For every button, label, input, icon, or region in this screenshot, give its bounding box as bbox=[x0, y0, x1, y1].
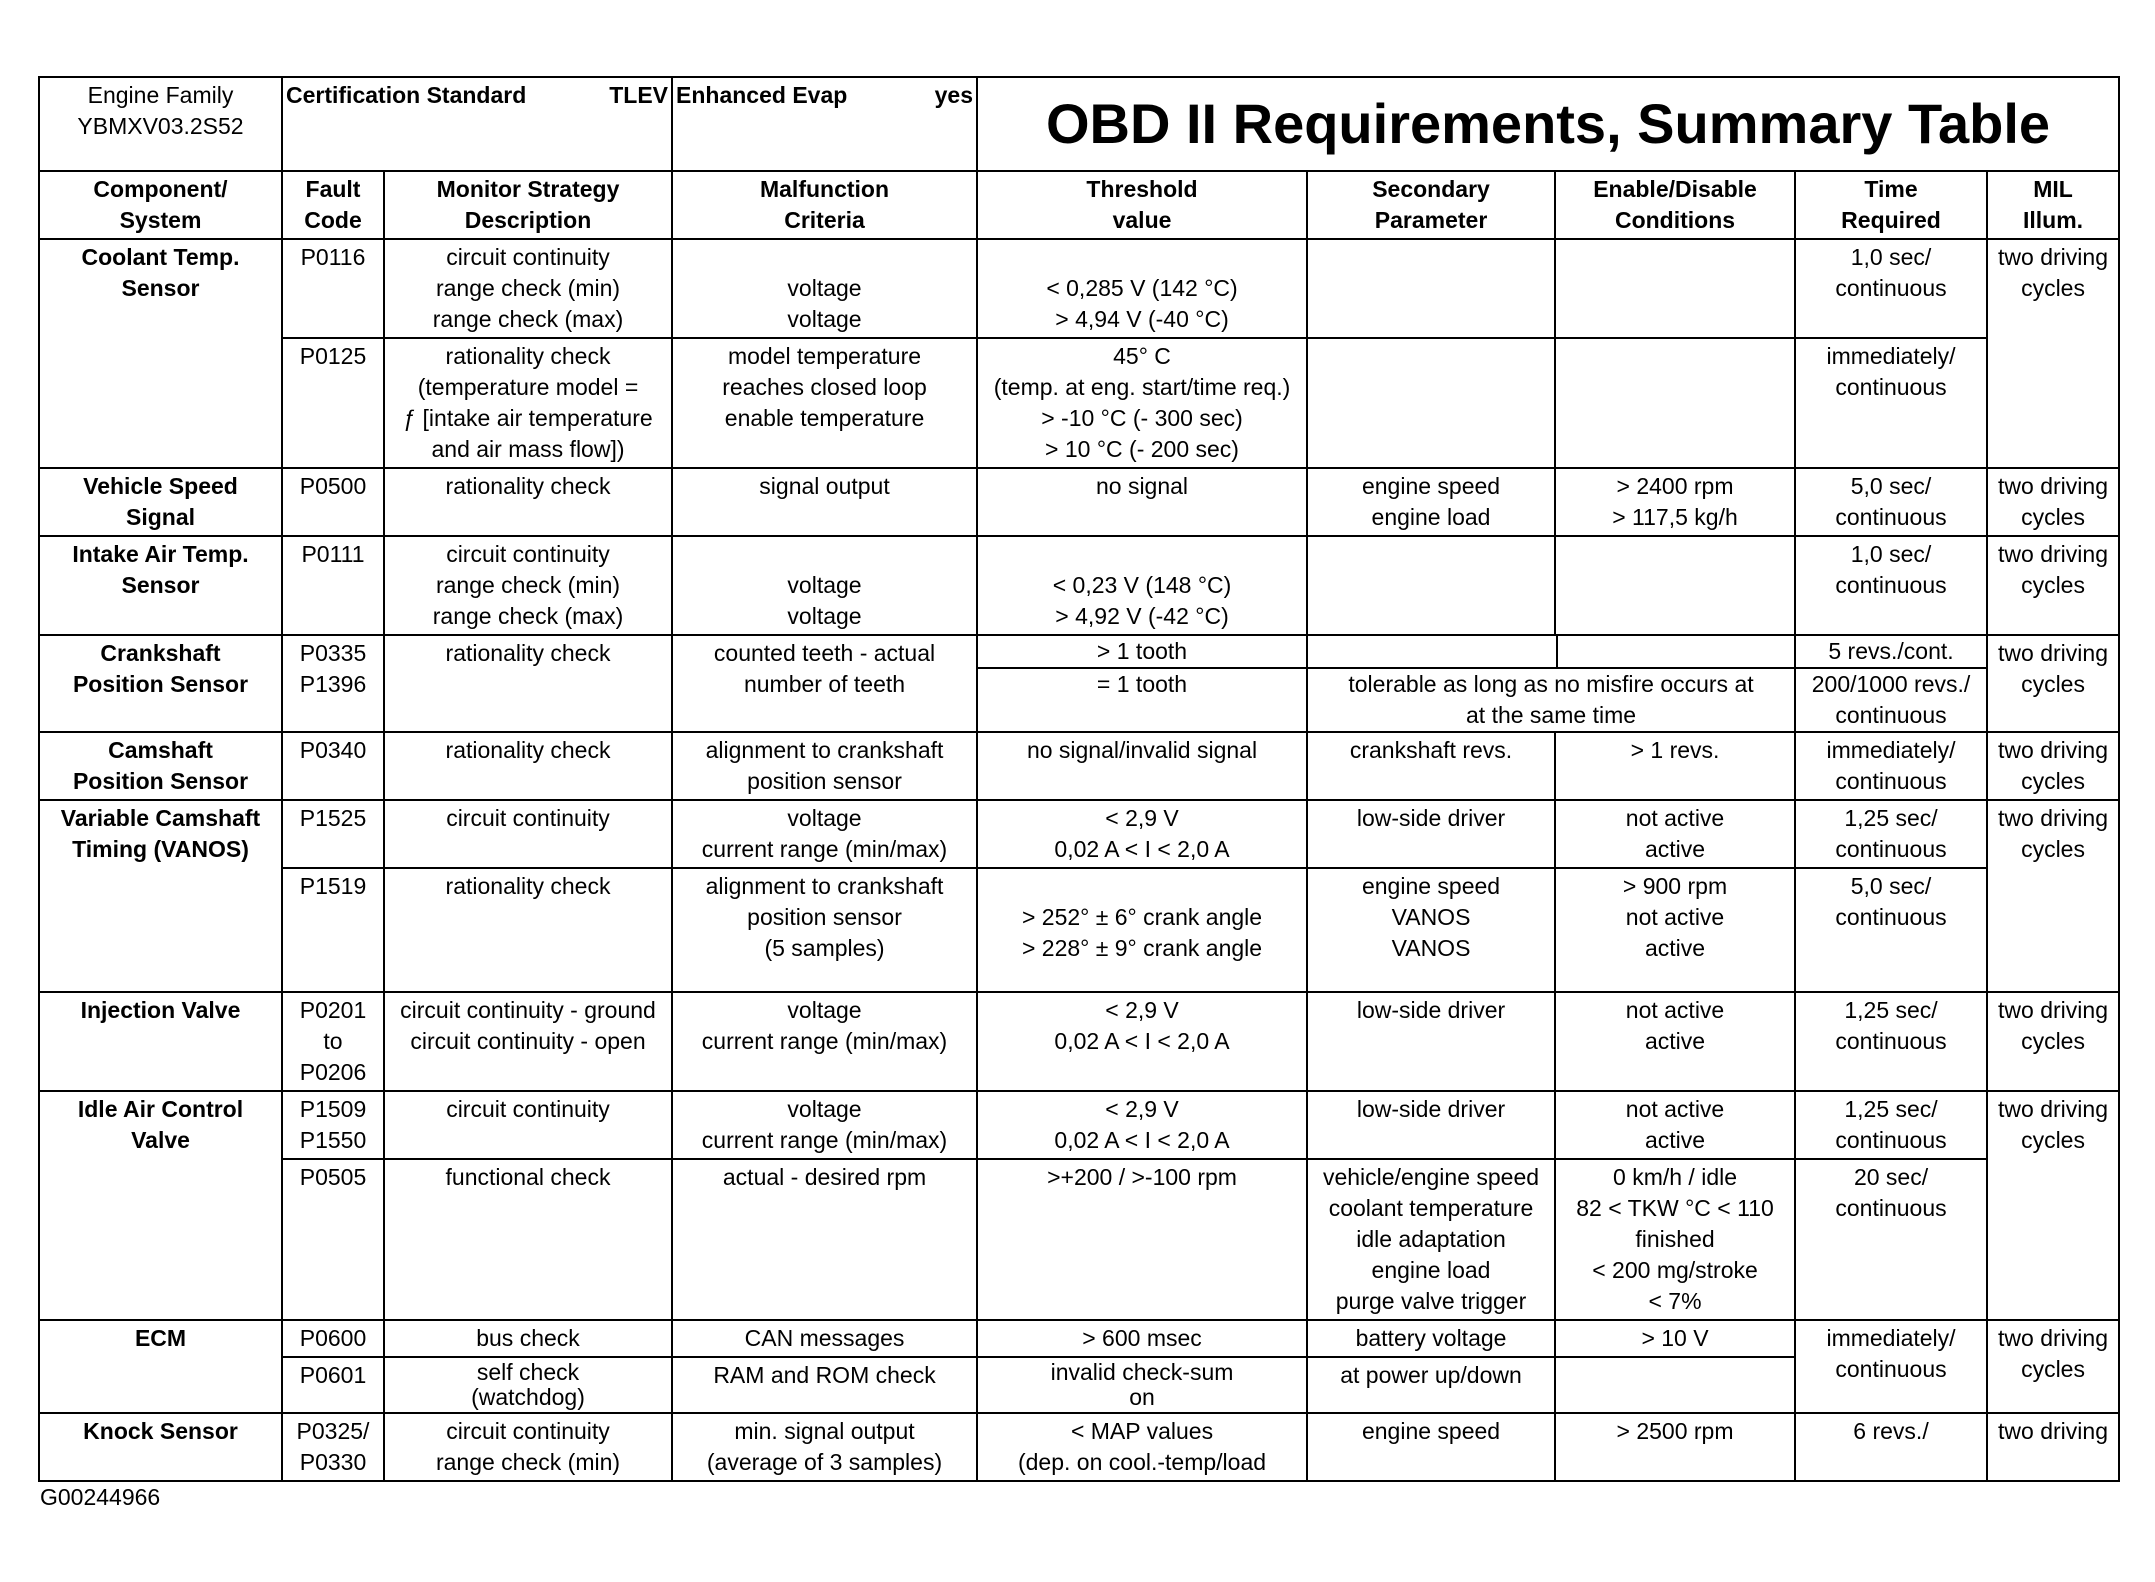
time-cell: 5 revs./cont. 200/1000 revs./ continuous bbox=[1795, 635, 1987, 732]
secondary-cell: crankshaft revs. bbox=[1307, 732, 1555, 800]
fault-code-cell: P0125 bbox=[282, 338, 384, 468]
col-header-mil: MIL Illum. bbox=[1987, 171, 2119, 239]
certification-value: TLEV bbox=[609, 82, 669, 108]
secondary-cell: engine speed VANOS VANOS bbox=[1307, 868, 1555, 992]
col-header-enable: Enable/Disable Conditions bbox=[1555, 171, 1795, 239]
mil-cell: two driving cycles bbox=[1987, 1091, 2119, 1320]
fault-code-cell: P0505 bbox=[282, 1159, 384, 1320]
table-row bbox=[39, 635, 2119, 732]
fault-code-cell: P0111 bbox=[282, 536, 384, 635]
enable-cell bbox=[1555, 536, 1795, 635]
mil-cell: two driving cycles bbox=[1987, 239, 2119, 468]
fault-code-cell: P0116 bbox=[282, 239, 384, 338]
mil-cell: two driving cycles bbox=[1987, 1320, 2119, 1413]
criteria-cell: CAN messages bbox=[672, 1320, 977, 1357]
table-row bbox=[39, 992, 2119, 1091]
evap-cell bbox=[672, 77, 977, 171]
strategy-cell: circuit continuity range check (min) range check (max) bbox=[384, 239, 672, 338]
enable-cell: 0 km/h / idle 82 < TKW °C < 110 finished < 200 mg/stroke < 7% bbox=[1555, 1159, 1795, 1320]
strategy-cell: circuit continuity bbox=[384, 1091, 672, 1159]
criteria-cell: voltage current range (min/max) bbox=[672, 1091, 977, 1159]
mil-cell: two driving cycles bbox=[1987, 468, 2119, 536]
time-cell: 1,25 sec/ continuous bbox=[1795, 1091, 1987, 1159]
fault-code-cell: P1525 bbox=[282, 800, 384, 868]
mil-cell: two driving cycles bbox=[1987, 635, 2119, 732]
enable-cell: > 900 rpm not active active bbox=[1555, 868, 1795, 992]
criteria-cell: min. signal output (average of 3 samples) bbox=[672, 1413, 977, 1481]
component-cell: Crankshaft Position Sensor bbox=[39, 635, 282, 732]
table-row bbox=[39, 1159, 2119, 1320]
obd-summary-sheet bbox=[38, 76, 2118, 1482]
time-cell: 1,0 sec/ continuous bbox=[1795, 536, 1987, 635]
time-cell: 1,25 sec/ continuous bbox=[1795, 992, 1987, 1091]
enable-cell: > 2500 rpm bbox=[1555, 1413, 1795, 1481]
engine-family-value: YBMXV03.2S52 bbox=[77, 113, 244, 139]
time-cell: 1,25 sec/ continuous bbox=[1795, 800, 1987, 868]
criteria-cell: RAM and ROM check bbox=[672, 1357, 977, 1413]
strategy-cell: rationality check bbox=[384, 635, 672, 732]
certification-cell bbox=[282, 77, 672, 171]
table-row bbox=[39, 732, 2119, 800]
col-header-fault-code: Fault Code bbox=[282, 171, 384, 239]
fault-code-cell: P0340 bbox=[282, 732, 384, 800]
evap-label: Enhanced Evap bbox=[676, 82, 848, 108]
table-row bbox=[39, 536, 2119, 635]
criteria-cell: voltage voltage bbox=[672, 239, 977, 338]
fault-code-cell: P0335 P1396 bbox=[282, 635, 384, 732]
col-header-secondary: Secondary Parameter bbox=[1307, 171, 1555, 239]
threshold-cell: < 0,285 V (142 °C) > 4,94 V (-40 °C) bbox=[977, 239, 1307, 338]
table-row bbox=[39, 338, 2119, 468]
criteria-cell: voltage current range (min/max) bbox=[672, 992, 977, 1091]
enable-cell: not active active bbox=[1555, 1091, 1795, 1159]
fault-code-cell: P1519 bbox=[282, 868, 384, 992]
threshold-cell: < 0,23 V (148 °C) > 4,92 V (-42 °C) bbox=[977, 536, 1307, 635]
time-cell: 5,0 sec/ continuous bbox=[1795, 868, 1987, 992]
engine-family-cell bbox=[39, 77, 282, 171]
table-row bbox=[39, 468, 2119, 536]
criteria-cell: voltage current range (min/max) bbox=[672, 800, 977, 868]
strategy-cell: circuit continuity range check (min) range check (max) bbox=[384, 536, 672, 635]
time-cell: immediately/ continuous bbox=[1795, 1320, 1987, 1413]
fault-code-cell: P0201 to P0206 bbox=[282, 992, 384, 1091]
threshold-cell: < MAP values (dep. on cool.-temp/load bbox=[977, 1413, 1307, 1481]
enable-cell: > 1 revs. bbox=[1555, 732, 1795, 800]
obd-requirements-table bbox=[38, 76, 2120, 1482]
component-cell: Coolant Temp. Sensor bbox=[39, 239, 282, 468]
secondary-cell bbox=[1307, 239, 1555, 338]
criteria-cell: signal output bbox=[672, 468, 977, 536]
fault-code-cell: P0600 bbox=[282, 1320, 384, 1357]
mil-cell: two driving cycles bbox=[1987, 992, 2119, 1091]
enable-cell: not active active bbox=[1555, 992, 1795, 1091]
strategy-cell: rationality check (temperature model = ƒ [intake air temperature and air mass flow]) bbox=[384, 338, 672, 468]
table-row bbox=[39, 239, 2119, 338]
secondary-cell: low-side driver bbox=[1307, 800, 1555, 868]
component-cell: Idle Air Control Valve bbox=[39, 1091, 282, 1320]
time-cell: 6 revs./ bbox=[1795, 1413, 1987, 1481]
secondary-cell: battery voltage bbox=[1307, 1320, 1555, 1357]
col-header-component: Component/ System bbox=[39, 171, 282, 239]
criteria-cell: voltage voltage bbox=[672, 536, 977, 635]
secondary-cell: low-side driver bbox=[1307, 992, 1555, 1091]
time-cell: immediately/ continuous bbox=[1795, 338, 1987, 468]
secondary-cell: vehicle/engine speed coolant temperature idle adaptation engine load purge valve trigger bbox=[1307, 1159, 1555, 1320]
col-header-threshold: Threshold value bbox=[977, 171, 1307, 239]
secondary-cell bbox=[1307, 338, 1555, 468]
component-cell: Injection Valve bbox=[39, 992, 282, 1091]
time-cell: immediately/ continuous bbox=[1795, 732, 1987, 800]
page-title: OBD II Requirements, Summary Table bbox=[977, 77, 2119, 171]
time-cell: 5,0 sec/ continuous bbox=[1795, 468, 1987, 536]
criteria-cell: counted teeth - actual number of teeth bbox=[672, 635, 977, 732]
header-row bbox=[39, 77, 2119, 171]
threshold-cell: no signal/invalid signal bbox=[977, 732, 1307, 800]
strategy-cell: circuit continuity - ground circuit continuity - open bbox=[384, 992, 672, 1091]
mil-cell: two driving cycles bbox=[1987, 732, 2119, 800]
fault-code-cell: P0601 bbox=[282, 1357, 384, 1413]
strategy-cell: rationality check bbox=[384, 868, 672, 992]
component-cell: Vehicle Speed Signal bbox=[39, 468, 282, 536]
strategy-cell: self check (watchdog) bbox=[384, 1357, 672, 1413]
fault-code-cell: P0500 bbox=[282, 468, 384, 536]
table-row bbox=[39, 800, 2119, 868]
strategy-cell: circuit continuity range check (min) bbox=[384, 1413, 672, 1481]
fault-code-cell: P1509 P1550 bbox=[282, 1091, 384, 1159]
component-cell: ECM bbox=[39, 1320, 282, 1413]
threshold-cell: no signal bbox=[977, 468, 1307, 536]
col-header-time: Time Required bbox=[1795, 171, 1987, 239]
component-cell: Intake Air Temp. Sensor bbox=[39, 536, 282, 635]
strategy-cell: rationality check bbox=[384, 468, 672, 536]
enable-cell: > 10 V bbox=[1555, 1320, 1795, 1357]
threshold-cell: > 1 tooth = 1 tooth bbox=[977, 635, 1307, 732]
secondary-cell: engine speed engine load bbox=[1307, 468, 1555, 536]
table-row bbox=[39, 868, 2119, 992]
strategy-cell: bus check bbox=[384, 1320, 672, 1357]
enable-cell bbox=[1555, 239, 1795, 338]
strategy-cell: circuit continuity bbox=[384, 800, 672, 868]
secondary-cell: engine speed bbox=[1307, 1413, 1555, 1481]
secondary-enable-cell: tolerable as long as no misfire occurs at at the same time bbox=[1307, 635, 1795, 732]
criteria-cell: model temperature reaches closed loop enable temperature bbox=[672, 338, 977, 468]
threshold-cell: < 2,9 V 0,02 A < I < 2,0 A bbox=[977, 992, 1307, 1091]
enable-cell: > 2400 rpm > 117,5 kg/h bbox=[1555, 468, 1795, 536]
time-cell: 1,0 sec/ continuous bbox=[1795, 239, 1987, 338]
secondary-cell: at power up/down bbox=[1307, 1357, 1555, 1413]
strategy-cell: rationality check bbox=[384, 732, 672, 800]
time-cell: 20 sec/ continuous bbox=[1795, 1159, 1987, 1320]
fault-code-cell: P0325/ P0330 bbox=[282, 1413, 384, 1481]
threshold-cell: > 252° ± 6° crank angle > 228° ± 9° crank angle bbox=[977, 868, 1307, 992]
enable-cell bbox=[1555, 1357, 1795, 1413]
col-header-strategy: Monitor Strategy Description bbox=[384, 171, 672, 239]
figure-id: G00244966 bbox=[40, 1484, 161, 1510]
column-header-row bbox=[39, 171, 2119, 239]
mil-cell: two driving cycles bbox=[1987, 800, 2119, 992]
mil-cell: two driving cycles bbox=[1987, 536, 2119, 635]
threshold-cell: invalid check-sum on bbox=[977, 1357, 1307, 1413]
component-cell: Knock Sensor bbox=[39, 1413, 282, 1481]
evap-value: yes bbox=[934, 82, 974, 108]
table-row bbox=[39, 1091, 2119, 1159]
secondary-cell bbox=[1307, 536, 1555, 635]
criteria-cell: alignment to crankshaft position sensor bbox=[672, 732, 977, 800]
mil-cell: two driving bbox=[1987, 1413, 2119, 1481]
criteria-cell: alignment to crankshaft position sensor (5 samples) bbox=[672, 868, 977, 992]
threshold-cell: > 600 msec bbox=[977, 1320, 1307, 1357]
threshold-cell: 45° C (temp. at eng. start/time req.) > -10 °C (- 300 sec) > 10 °C (- 200 sec) bbox=[977, 338, 1307, 468]
component-cell: Camshaft Position Sensor bbox=[39, 732, 282, 800]
enable-cell: not active active bbox=[1555, 800, 1795, 868]
strategy-cell: functional check bbox=[384, 1159, 672, 1320]
col-header-criteria: Malfunction Criteria bbox=[672, 171, 977, 239]
table-row bbox=[39, 1320, 2119, 1357]
certification-label: Certification Standard bbox=[286, 82, 527, 108]
table-row bbox=[39, 1413, 2119, 1481]
criteria-cell: actual - desired rpm bbox=[672, 1159, 977, 1320]
engine-family-label: Engine Family bbox=[87, 82, 234, 108]
threshold-cell: < 2,9 V 0,02 A < I < 2,0 A bbox=[977, 800, 1307, 868]
threshold-cell: < 2,9 V 0,02 A < I < 2,0 A bbox=[977, 1091, 1307, 1159]
component-cell: Variable Camshaft Timing (VANOS) bbox=[39, 800, 282, 992]
threshold-cell: >+200 / >-100 rpm bbox=[977, 1159, 1307, 1320]
secondary-cell: low-side driver bbox=[1307, 1091, 1555, 1159]
enable-cell bbox=[1555, 338, 1795, 468]
